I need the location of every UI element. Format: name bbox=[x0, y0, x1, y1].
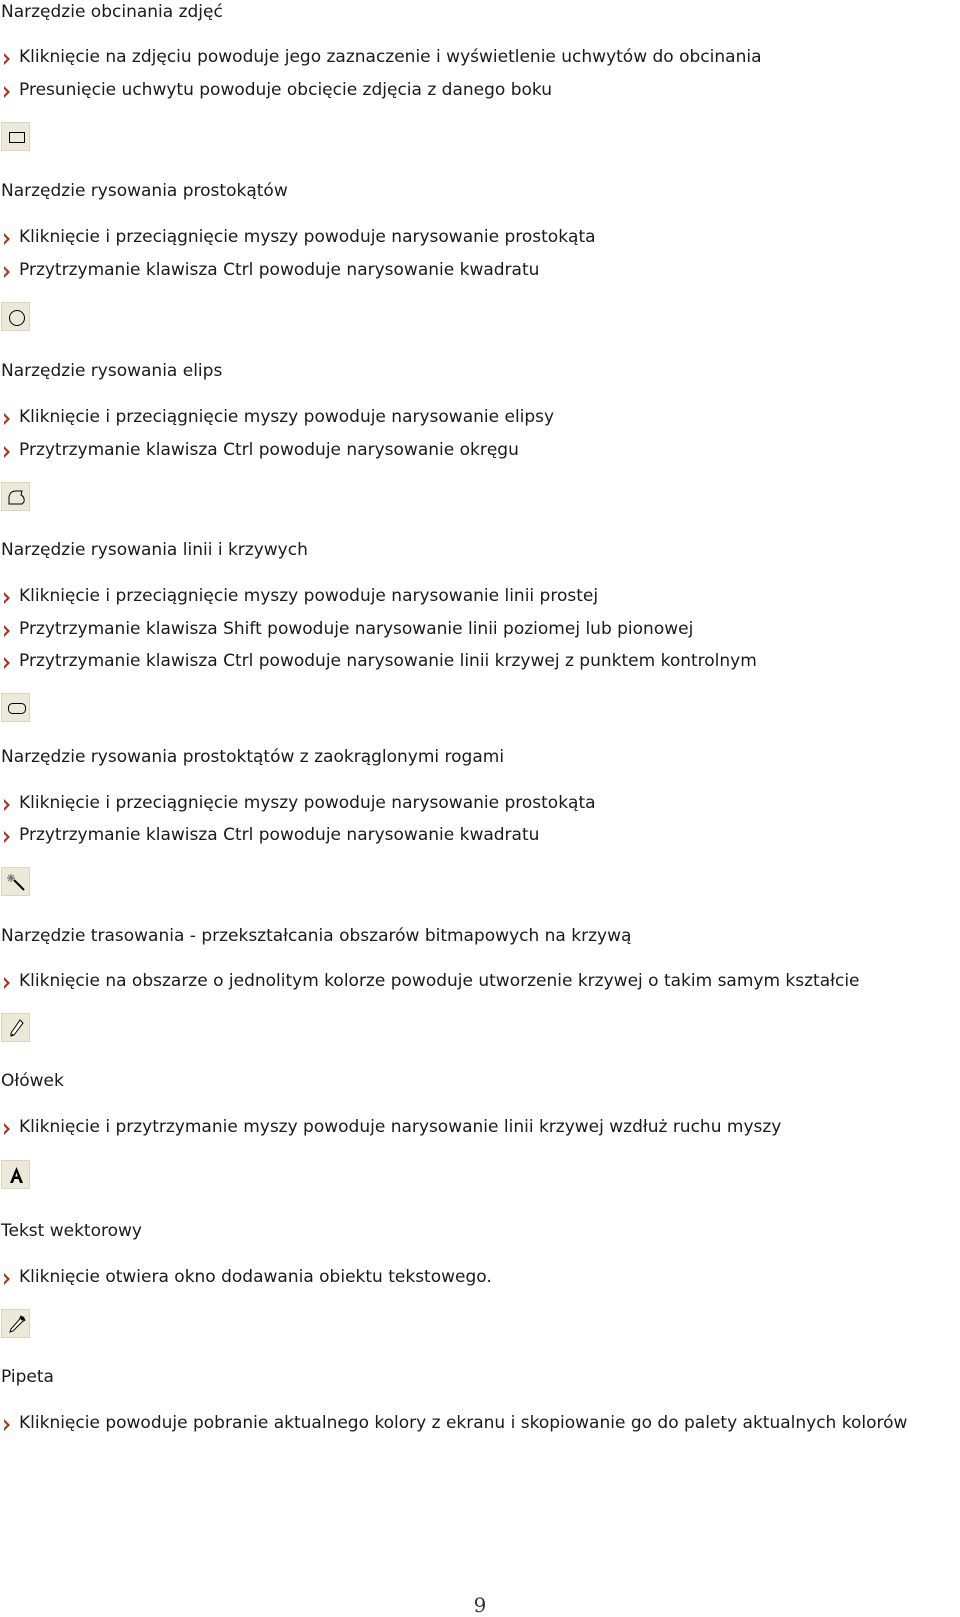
bullet-item: Przytrzymanie klawisza Ctrl powoduje narysowanie okręgu bbox=[3, 438, 519, 462]
bullet-item: Kliknięcie na obszarze o jednolitym kolorze powoduje utworzenie krzywej o takim samym kształcie bbox=[3, 969, 860, 993]
bullet-item: Kliknięcie na zdjęciu powoduje jego zaznaczenie i wyświetlenie uchwytów do obcinania bbox=[3, 45, 761, 69]
eyedropper-tool-icon bbox=[1, 1309, 30, 1338]
red-arrow-bullet-icon bbox=[3, 225, 15, 249]
bullet-item: Kliknięcie i przeciągnięcie myszy powoduje narysowanie linii prostej bbox=[3, 584, 598, 608]
red-arrow-bullet-icon bbox=[3, 969, 15, 993]
bullet-item: Przytrzymanie klawisza Ctrl powoduje narysowanie kwadratu bbox=[3, 258, 539, 282]
section-title-ellipse: Narzędzie rysowania elips bbox=[1, 361, 223, 381]
bullet-item: Kliknięcie i przeciągnięcie myszy powoduje narysowanie prostokąta bbox=[3, 791, 596, 815]
red-arrow-bullet-icon bbox=[3, 649, 15, 673]
pencil-tool-icon bbox=[1, 1013, 30, 1042]
text-tool-icon bbox=[1, 1160, 30, 1189]
red-arrow-bullet-icon bbox=[3, 45, 15, 69]
red-arrow-bullet-icon bbox=[3, 1411, 15, 1435]
bullet-item: Kliknięcie otwiera okno dodawania obiektu tekstowego. bbox=[3, 1265, 492, 1289]
section-title-eyedropper: Pipeta bbox=[1, 1367, 54, 1387]
red-arrow-bullet-icon bbox=[3, 584, 15, 608]
red-arrow-bullet-icon bbox=[3, 1265, 15, 1289]
red-arrow-bullet-icon bbox=[3, 438, 15, 462]
bullet-item: Kliknięcie i przeciągnięcie myszy powoduje narysowanie prostokąta bbox=[3, 225, 596, 249]
section-title-trace: Narzędzie trasowania - przekształcania obszarów bitmapowych na krzywą bbox=[1, 926, 632, 946]
red-arrow-bullet-icon bbox=[3, 258, 15, 282]
rounded-rectangle-tool-icon bbox=[1, 693, 30, 722]
section-title-text: Tekst wektorowy bbox=[1, 1221, 142, 1241]
curve-tool-icon bbox=[1, 482, 30, 511]
red-arrow-bullet-icon bbox=[3, 1115, 15, 1139]
section-title-crop: Narzędzie obcinania zdjęć bbox=[1, 2, 223, 22]
rectangle-tool-icon bbox=[1, 122, 30, 151]
bullet-item: Presunięcie uchwytu powoduje obcięcie zdjęcia z danego boku bbox=[3, 78, 552, 102]
page-number: 9 bbox=[473, 1593, 487, 1617]
magic-wand-trace-tool-icon bbox=[1, 867, 30, 896]
red-arrow-bullet-icon bbox=[3, 823, 15, 847]
red-arrow-bullet-icon bbox=[3, 617, 15, 641]
red-arrow-bullet-icon bbox=[3, 405, 15, 429]
bullet-item: Przytrzymanie klawisza Ctrl powoduje narysowanie linii krzywej z punktem kontrolnym bbox=[3, 649, 757, 673]
section-title-pencil: Ołówek bbox=[1, 1071, 64, 1091]
bullet-item: Kliknięcie powoduje pobranie aktualnego kolory z ekranu i skopiowanie go do palety aktualnych kolorów bbox=[3, 1411, 907, 1435]
section-title-curve: Narzędzie rysowania linii i krzywych bbox=[1, 540, 308, 560]
bullet-item: Przytrzymanie klawisza Shift powoduje narysowanie linii poziomej lub pionowej bbox=[3, 617, 693, 641]
ellipse-tool-icon bbox=[1, 302, 30, 331]
section-title-rectangle: Narzędzie rysowania prostokątów bbox=[1, 181, 288, 201]
red-arrow-bullet-icon bbox=[3, 78, 15, 102]
bullet-item: Przytrzymanie klawisza Ctrl powoduje narysowanie kwadratu bbox=[3, 823, 539, 847]
red-arrow-bullet-icon bbox=[3, 791, 15, 815]
section-title-rounded-rectangle: Narzędzie rysowania prostoktątów z zaokrąglonymi rogami bbox=[1, 747, 505, 767]
bullet-item: Kliknięcie i przeciągnięcie myszy powoduje narysowanie elipsy bbox=[3, 405, 554, 429]
bullet-item: Kliknięcie i przytrzymanie myszy powoduje narysowanie linii krzywej wzdłuż ruchu myszy bbox=[3, 1115, 781, 1139]
